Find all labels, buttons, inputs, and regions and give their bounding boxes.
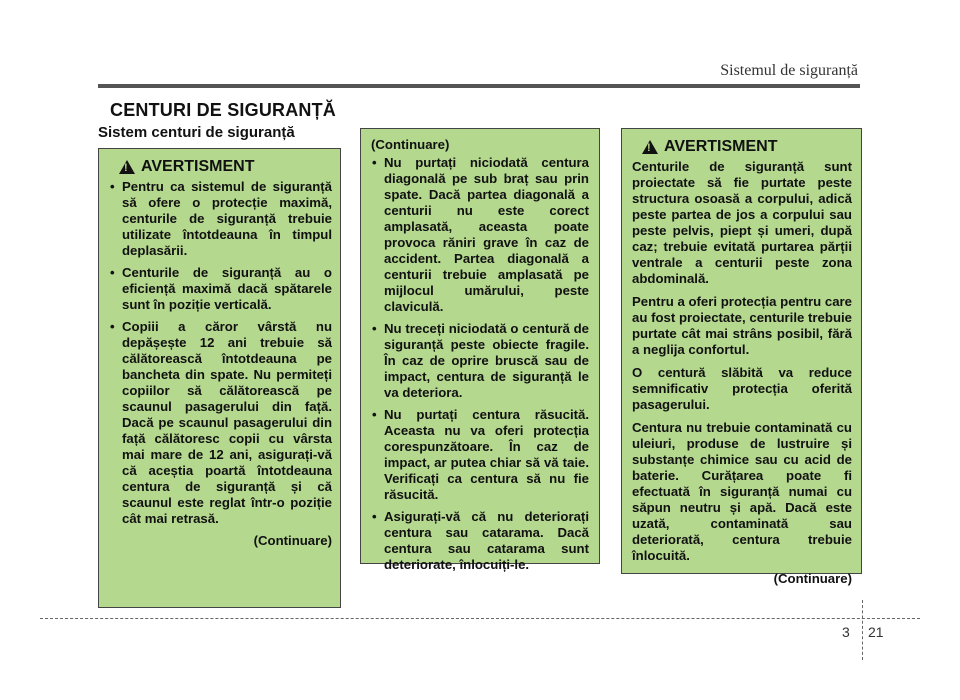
warning-heading xyxy=(632,139,852,155)
warning-box-right xyxy=(621,128,862,586)
list-item: • Nu purtați niciodată centura diagonală pe sub braț sau prin spate. Dacă partea diagonală a centurii nu este corect amplasată, aceasta poate provoca răniri grave în caz de accident. Partea diagonală a centurii trebuie amplasată pe mijlocul umărului, peste claviculă. xyxy=(371,155,589,315)
warning-icon xyxy=(119,160,135,174)
page-number: 21 xyxy=(868,624,884,640)
footer-rule xyxy=(40,618,920,619)
warning-box-left xyxy=(98,148,341,608)
footer-vertical-rule xyxy=(862,600,863,660)
section-subtitle: Sistem centuri de siguranță xyxy=(98,124,295,141)
running-header: Sistemul de siguranță xyxy=(720,62,858,79)
list-item: • Nu purtați centura răsucită. Aceasta nu va oferi protecția corespunzătoare. În caz de impact, ar putea chiar să vă taie. Verificați ca centura să nu fie răsucită. xyxy=(371,407,589,503)
chapter-number: 3 xyxy=(842,624,850,640)
continued-label: (Continuare) xyxy=(253,533,332,548)
warning-heading-label: AVERTISMENT xyxy=(141,158,255,175)
warning-heading xyxy=(109,159,332,175)
section-title: CENTURI DE SIGURANȚĂ xyxy=(110,100,337,120)
warning-heading-label: AVERTISMENT xyxy=(664,138,778,155)
header-rule xyxy=(98,84,860,88)
warning-paragraph: Pentru a oferi protecția pentru care au fost proiectate, centurile trebuie purtate cât mai strâns posibil, fără a neglija confortul. xyxy=(632,294,852,357)
list-item: • Asigurați-vă că nu deteriorați centura sau catarama. Dacă centura sau catarama sunt deteriorate, înlocuiți-le. xyxy=(371,509,589,573)
warning-list xyxy=(109,179,332,527)
list-item: • Nu treceți niciodată o centură de siguranță peste obiecte fragile. În caz de oprire bruscă sau de impact, centura de siguranță le va deteriora. xyxy=(371,321,589,401)
list-item: • Centurile de siguranță au o eficiență maximă dacă spătarele sunt în poziție verticală. xyxy=(109,265,332,313)
warning-paragraph: Centurile de siguranță sunt proiectate să fie purtate peste structura osoasă a corpului, adică peste partea de jos a corpului sau peste pelvis, piept și umeri, după caz; trebuie evitată purtarea părții ventrale a centurii peste zona abdominală. xyxy=(632,159,852,286)
warning-icon xyxy=(642,140,658,154)
warning-paragraph: Centura nu trebuie contaminată cu uleiuri, produse de lustruire și substanțe chimice sau cu acid de baterie. Curățarea poate fi efectuată în siguranță numai cu săpun neutru și apă. Dacă este uzată, contaminată sau deteriorată, centura trebuie înlocuită. xyxy=(632,420,852,563)
continued-label: (Continuare) xyxy=(773,571,852,586)
warning-box-middle xyxy=(360,128,600,572)
warning-paragraph: O centură slăbită va reduce semnificativ protecția oferită pasagerului. xyxy=(632,365,852,412)
list-item: • Pentru ca sistemul de siguranță să ofere o protecție maximă, centurile de siguranță trebuie utilizate întotdeauna în timpul deplasării. xyxy=(109,179,332,259)
continued-top-label: (Continuare) xyxy=(371,137,450,152)
list-item: • Copiii a căror vârstă nu depășește 12 ani trebuie să călătorească întotdeauna pe bancheta din spate. Nu permiteți copiilor să călătorească pe scaunul pasagerului din față. Dacă pe scaunul pasagerului din față călătoresc copii cu vârsta mai mare de 12 ani, asigurați-vă că aceștia poartă întotdeauna centura de siguranță și că scaunul este reglat într-o poziție cât mai retrasă. xyxy=(109,319,332,527)
warning-list xyxy=(371,155,589,573)
